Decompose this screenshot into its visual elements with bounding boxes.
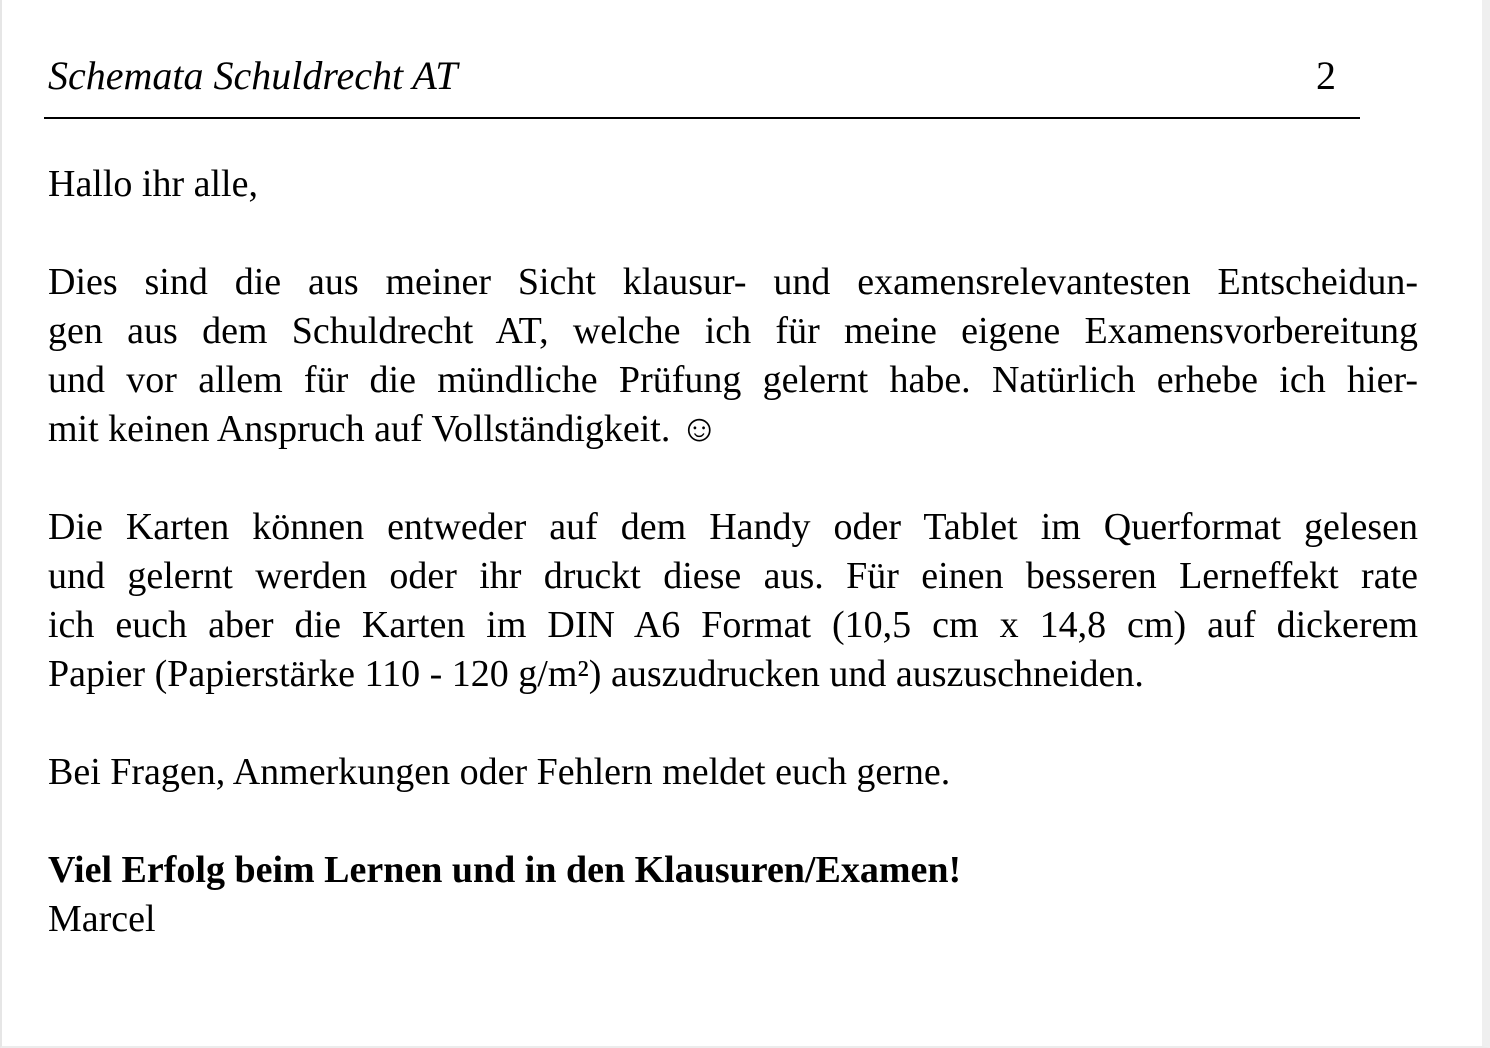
letter-body [48,160,1418,944]
greeting: Hallo ihr alle, [48,163,258,205]
paragraph-intro [48,258,1418,454]
text-line: gen aus dem Schuldrecht AT, welche ich für meine eigene Examensvorbereitung [48,310,1418,352]
text-line: mit keinen Anspruch auf Vollständigkeit. ☺ [48,408,719,450]
header-divider [44,117,1360,119]
text-line: Die Karten können entweder auf dem Handy oder Tablet im Querformat gelesen [48,506,1418,548]
header-title: Schemata Schuldrecht AT [48,53,458,98]
text-line: und gelernt werden oder ihr druckt diese aus. Für einen besseren Lerneffekt rate [48,555,1418,597]
signature: Marcel [48,898,156,940]
paragraph-gap [48,699,1418,748]
closing-line: Viel Erfolg beim Lernen und in den Klausuren/Examen! [48,849,962,891]
text-line: ich euch aber die Karten im DIN A6 Format (10,5 cm x 14,8 cm) auf dickerem [48,604,1418,646]
paragraph-gap [48,454,1418,503]
page-number: 2 [1316,53,1336,98]
paragraph-cards [48,503,1418,699]
text-line: und vor allem für die mündliche Prüfung gelernt habe. Natürlich erhebe ich hier- [48,359,1418,401]
paragraph-questions: Bei Fragen, Anmerkungen oder Fehlern meldet euch gerne. [48,751,951,793]
paragraph-gap [48,209,1418,258]
page-header [48,52,1336,108]
paragraph-gap [48,797,1418,846]
text-line: Dies sind die aus meiner Sicht klausur- und examensrelevantesten Entscheidun- [48,261,1418,303]
text-line: Papier (Papierstärke 110 - 120 g/m²) auszudrucken und auszuschneiden. [48,653,1144,695]
